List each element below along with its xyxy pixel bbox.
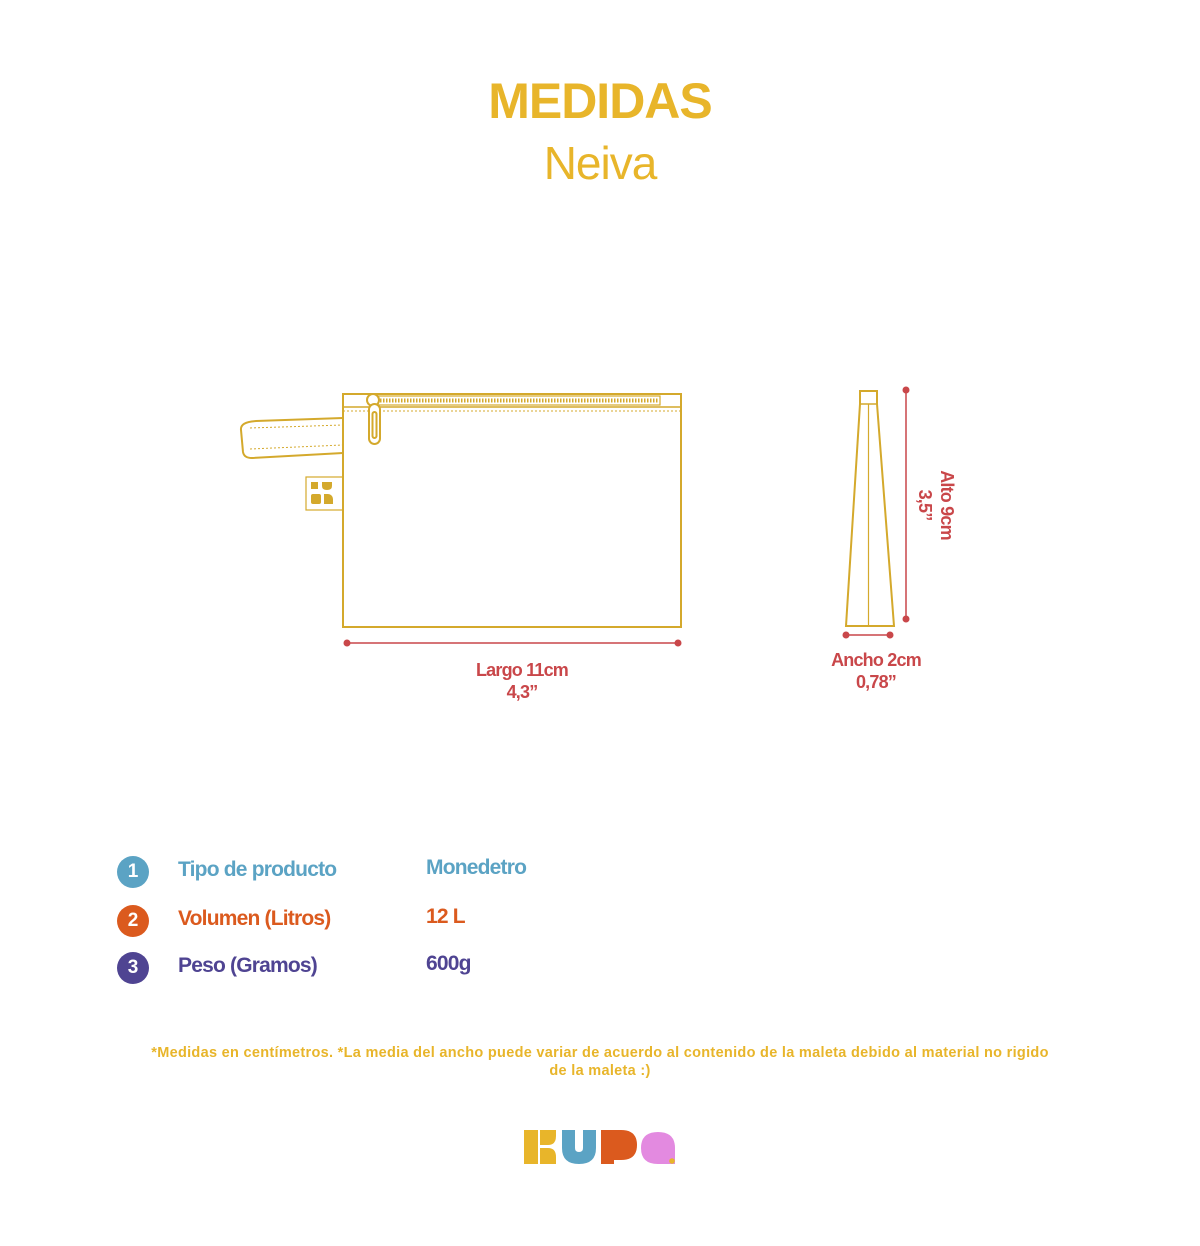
spec-value-tipo: Monedetro bbox=[426, 856, 527, 879]
side-view bbox=[846, 391, 894, 626]
alto-label bbox=[914, 425, 958, 585]
spec-label-tipo: Tipo de producto bbox=[178, 858, 337, 881]
zipper-pull-icon bbox=[367, 394, 380, 444]
spec-number-1: 1 bbox=[117, 856, 149, 888]
largo-label bbox=[442, 659, 602, 703]
spec-number-2: 2 bbox=[117, 905, 149, 937]
ancho-inches: 0,78” bbox=[855, 672, 897, 692]
alto-dimension-line bbox=[903, 387, 910, 623]
largo-dimension-line bbox=[344, 640, 682, 647]
spec-label-peso: Peso (Gramos) bbox=[178, 954, 317, 977]
footnote bbox=[70, 1044, 1130, 1080]
pouch-body bbox=[343, 394, 681, 627]
spec-value-peso: 600g bbox=[426, 952, 471, 975]
ancho-dimension-line bbox=[843, 632, 894, 639]
footnote-line-2: de la maleta :) bbox=[549, 1063, 651, 1079]
page-title: MEDIDAS bbox=[488, 73, 712, 129]
wrist-strap bbox=[241, 418, 343, 458]
tag-logo-icon bbox=[311, 482, 333, 504]
spec-label-volumen: Volumen (Litros) bbox=[178, 907, 331, 930]
largo-cm: Largo 11cm bbox=[475, 660, 569, 680]
spec-number-3: 3 bbox=[117, 952, 149, 984]
alto-cm: Alto 9cm bbox=[937, 470, 957, 540]
ancho-label bbox=[796, 649, 956, 693]
alto-inches: 3,5” bbox=[915, 489, 935, 521]
kupa-logo bbox=[522, 1128, 682, 1168]
spec-value-volumen: 12 L bbox=[426, 905, 465, 928]
footnote-line-1: *Medidas en centímetros. *La media del ancho puede variar de acuerdo al contenido de la maleta debido al material no rigido bbox=[151, 1045, 1049, 1061]
ancho-cm: Ancho 2cm bbox=[831, 650, 921, 670]
front-view bbox=[241, 394, 681, 627]
largo-inches: 4,3” bbox=[506, 682, 538, 702]
brand-tag bbox=[306, 477, 343, 510]
product-name: Neiva bbox=[543, 137, 657, 189]
